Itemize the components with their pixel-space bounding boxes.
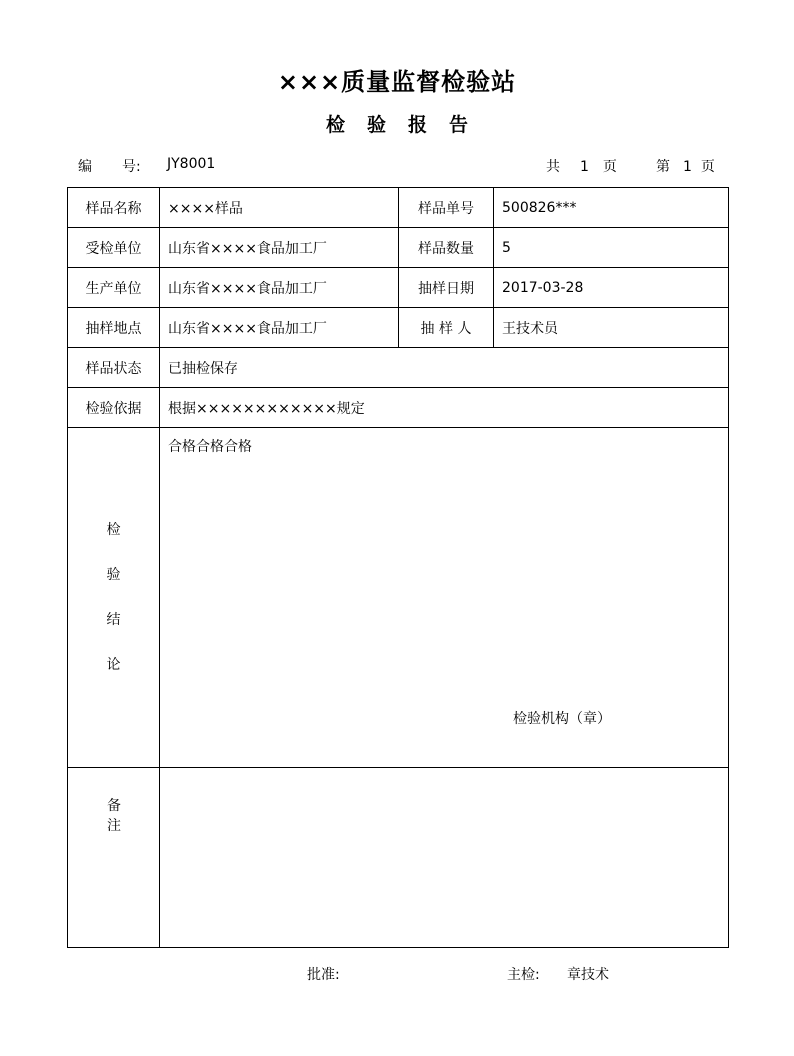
total-suffix: 页 [602, 159, 617, 175]
sampling-place-value: 山东省××××食品加工厂 [160, 308, 399, 348]
sample-no-value: 500826*** [494, 188, 729, 228]
conclusion-label-char: 论 [106, 656, 121, 673]
remark-label-char: 注 [107, 818, 121, 834]
number-label-char: 编 [78, 159, 92, 175]
number-label-char: 号: [122, 159, 141, 175]
total-pages [546, 156, 617, 176]
conclusion-row [68, 428, 729, 768]
total-prefix: 共 [546, 159, 560, 175]
table-row [68, 188, 729, 228]
sample-name-value: ××××样品 [160, 188, 399, 228]
conclusion-label [68, 428, 160, 768]
sampling-place-label: 抽样地点 [68, 308, 160, 348]
page-number [656, 156, 715, 176]
report-title: ×××质量监督检验站 [277, 68, 517, 96]
inspected-unit-value: 山东省××××食品加工厂 [160, 228, 399, 268]
inspected-unit-label: 受检单位 [68, 228, 160, 268]
remark-value [160, 768, 729, 948]
report-number-label [78, 156, 141, 176]
conclusion-label-char: 结 [106, 611, 121, 628]
report-table [67, 187, 729, 948]
sampling-date-value: 2017-03-28 [494, 268, 729, 308]
sample-no-label: 样品单号 [399, 188, 494, 228]
sample-status-value: 已抽检保存 [160, 348, 729, 388]
page-suffix: 页 [700, 159, 715, 175]
page-prefix: 第 [656, 159, 670, 175]
remark-label [68, 768, 160, 948]
table-row [68, 348, 729, 388]
table-row [68, 308, 729, 348]
subtitle-char: 告 [449, 114, 469, 136]
conclusion-cell [160, 428, 729, 768]
table-row [68, 268, 729, 308]
sample-name-label: 样品名称 [68, 188, 160, 228]
remark-label-char: 备 [107, 798, 121, 814]
approve-label: 批准: [307, 967, 340, 983]
sampling-date-label: 抽样日期 [399, 268, 494, 308]
basis-value: 根据××××××××××××规定 [160, 388, 729, 428]
total-pages-value: 1 [580, 159, 589, 175]
table-row [68, 388, 729, 428]
chief-inspector-value: 章技术 [567, 967, 609, 983]
sample-qty-value: 5 [494, 228, 729, 268]
report-subtitle [0, 110, 794, 137]
remark-row [68, 768, 729, 948]
subtitle-char: 检 [325, 114, 345, 136]
producer-label: 生产单位 [68, 268, 160, 308]
page-number-value: 1 [683, 159, 692, 175]
inspection-agency-stamp: 检验机构（章） [513, 711, 611, 727]
conclusion-text: 合格合格合格 [168, 439, 252, 455]
sample-qty-label: 样品数量 [399, 228, 494, 268]
sample-status-label: 样品状态 [68, 348, 160, 388]
conclusion-label-char: 检 [106, 521, 121, 538]
report-number: JY8001 [167, 156, 216, 172]
chief-inspector-label: 主检: [507, 967, 540, 983]
conclusion-label-char: 验 [106, 566, 121, 583]
sampler-value: 王技术员 [494, 308, 729, 348]
sampler-label: 抽 样 人 [399, 308, 494, 348]
producer-value: 山东省××××食品加工厂 [160, 268, 399, 308]
table-row [68, 228, 729, 268]
basis-label: 检验依据 [68, 388, 160, 428]
subtitle-char: 验 [366, 114, 386, 136]
subtitle-char: 报 [408, 114, 428, 136]
